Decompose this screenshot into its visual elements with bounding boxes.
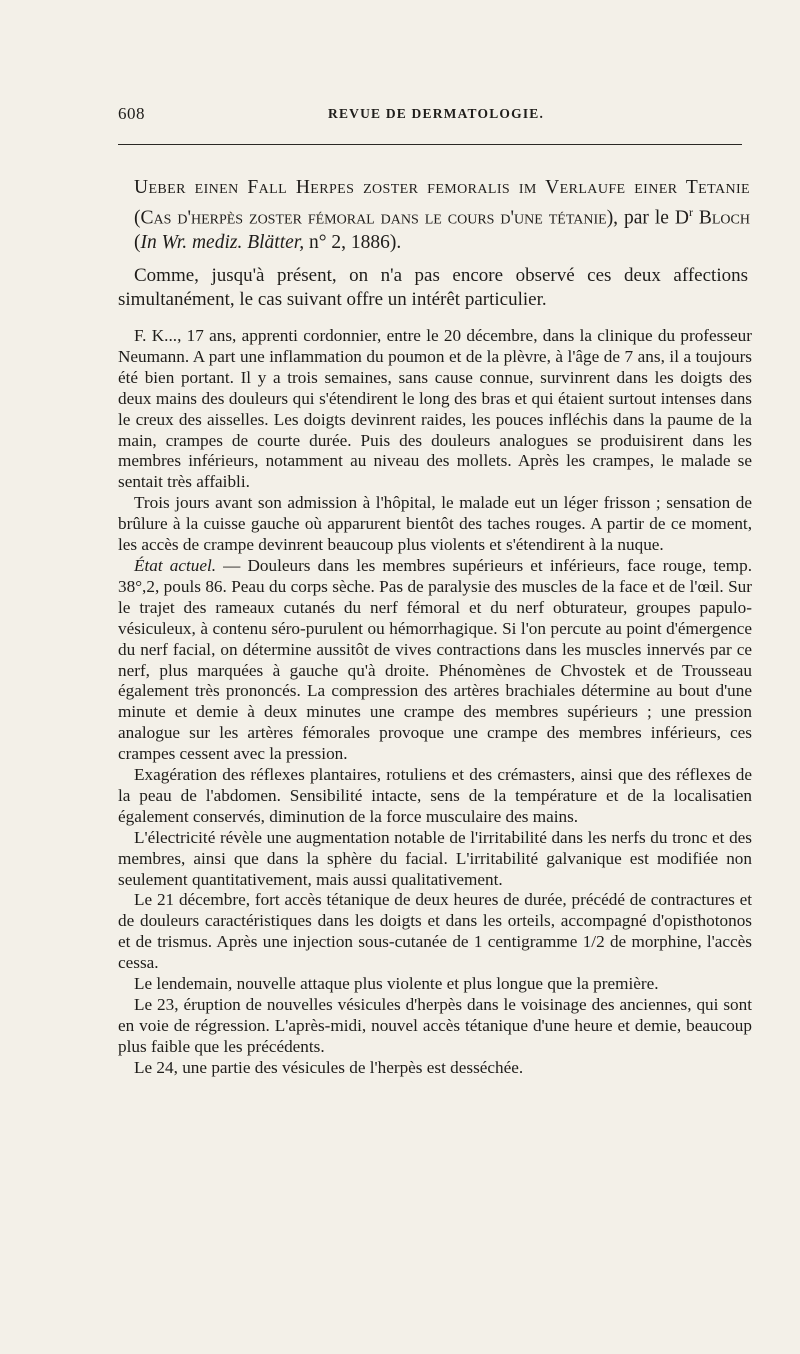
etat-actuel-dash: —	[216, 555, 248, 575]
author-name: Bloch	[692, 207, 750, 229]
paragraph-24: Le 24, une partie des vésicules de l'herpès est desséchée.	[134, 1057, 524, 1077]
paragraph-23: Le 23, éruption de nouvelles vésicules d'herpès dans le voisinage des anciennes, qui sont en voie de régression. L'après-midi, nouvel accès tétanique d'une heure et demie, beaucoup plus faible que les précédents.	[118, 995, 752, 1056]
author-title-superscript: r	[688, 205, 693, 219]
title-german: Ueber einen Fall Herpes zoster femoralis im Verlaufe einer Tetanie	[134, 177, 750, 198]
paragraph-electricity: L'électricité révèle une augmentation notable de l'irritabilité dans les nerfs du tronc et des membres, ainsi que dans la sphère du facial. L'irritabilité galvanique est modifiée non seulement quantitativement, mais aussi qualitativement.	[118, 827, 752, 889]
citation-open: (	[134, 231, 141, 253]
paragraph-etat-actuel	[118, 556, 752, 765]
paragraph-21-december: Le 21 décembre, fort accès tétanique de deux heures de durée, précédé de contractures et de douleurs caractéristiques dans les doigts et dans les orteils, accompagné d'opisthotonos et de trismus. Après une injection sous-cutanée de 1 centigramme 1/2 de morphine, l'accès cessa.	[118, 890, 752, 973]
title-french: (Cas d'herpès zoster fémoral dans le cours d'une tétanie),	[134, 207, 619, 229]
paragraph-reflexes: Exagération des réflexes plantaires, rotuliens et des crémasters, ainsi que des réflexes de la peau de l'abdomen. Sensibilité intacte, sens de la température et de la localisatien également conservés, diminution de la force musculaire des mains.	[118, 765, 752, 826]
header-rule	[118, 144, 742, 145]
paragraph-next-day: Le lendemain, nouvelle attaque plus violente et plus longue que la première.	[134, 974, 659, 994]
etat-actuel-label: État actuel.	[134, 555, 217, 575]
citation-rest: n° 2, 1886).	[304, 231, 402, 253]
paragraph-admission: Trois jours avant son admission à l'hôpital, le malade eut un léger frisson ; sensation de brûlure à la cuisse gauche où apparurent bientôt des taches rouges. A partir de ce moment, les accès de crampe devinrent beaucoup plus violents et s'étendirent à la nuque.	[118, 493, 752, 555]
page-number: 608	[118, 104, 145, 123]
journal-name: In Wr. mediz. Blätter,	[140, 231, 305, 253]
running-head: REVUE DE DERMATOLOGIE.	[328, 106, 545, 121]
intro-paragraph: Comme, jusqu'à présent, on n'a pas encore observé ces deux affections simultanément, le cas suivant offre un intérêt particulier.	[118, 265, 748, 310]
etat-actuel-text: Douleurs dans les membres supérieurs et inférieurs, face rouge, temp. 38°,2, pouls 86. Peau du corps sèche. Pas de paralysie des muscles de la face et de l'œil. Sur le trajet des rameaux cutanés du nerf fémoral et du nerf obturateur, groupes papulo-vésiculeux, à contenu séro-purulent ou hémorrhagique. Si l'on percute au point d'émergence du nerf facial, on détermine aussitôt de vives contractions dans les muscles innervés par ce nerf, plus marquées à gauche qu'à droite. Phénomènes de Chvostek et de Trousseau également très prononcés. La compression des artères brachiales détermine au bout d'une minute et demie à deux minutes une crampe des membres supérieurs ; une pression analogue sur les artères fémorales provoque une crampe des membres inférieurs, ces crampes cessent avec la pression.	[118, 555, 753, 764]
page-header	[118, 104, 742, 130]
article-body	[118, 326, 752, 1079]
paragraph-patient-history: F. K..., 17 ans, apprenti cordonnier, entre le 20 décembre, dans la clinique du professeur Neumann. A part une inflammation du poumon et de la plèvre, à l'âge de 7 ans, il a toujours été bien portant. Il y a trois semaines, sans cause connue, survinrent dans les doigts des deux mains des douleurs qui s'étendirent le long des bras et qui étaient surtout intenses dans le creux des aisselles. Les doigts devinrent raides, les pouces infléchis dans la paume de la main, crampes de courte durée. Puis des douleurs analogues se produisirent dans les membres inférieurs, notamment au niveau des mollets. Après les crampes, le malade se sentait très affaibli.	[118, 326, 752, 492]
article-title	[134, 176, 750, 255]
author-prefix: par le D	[618, 207, 689, 229]
